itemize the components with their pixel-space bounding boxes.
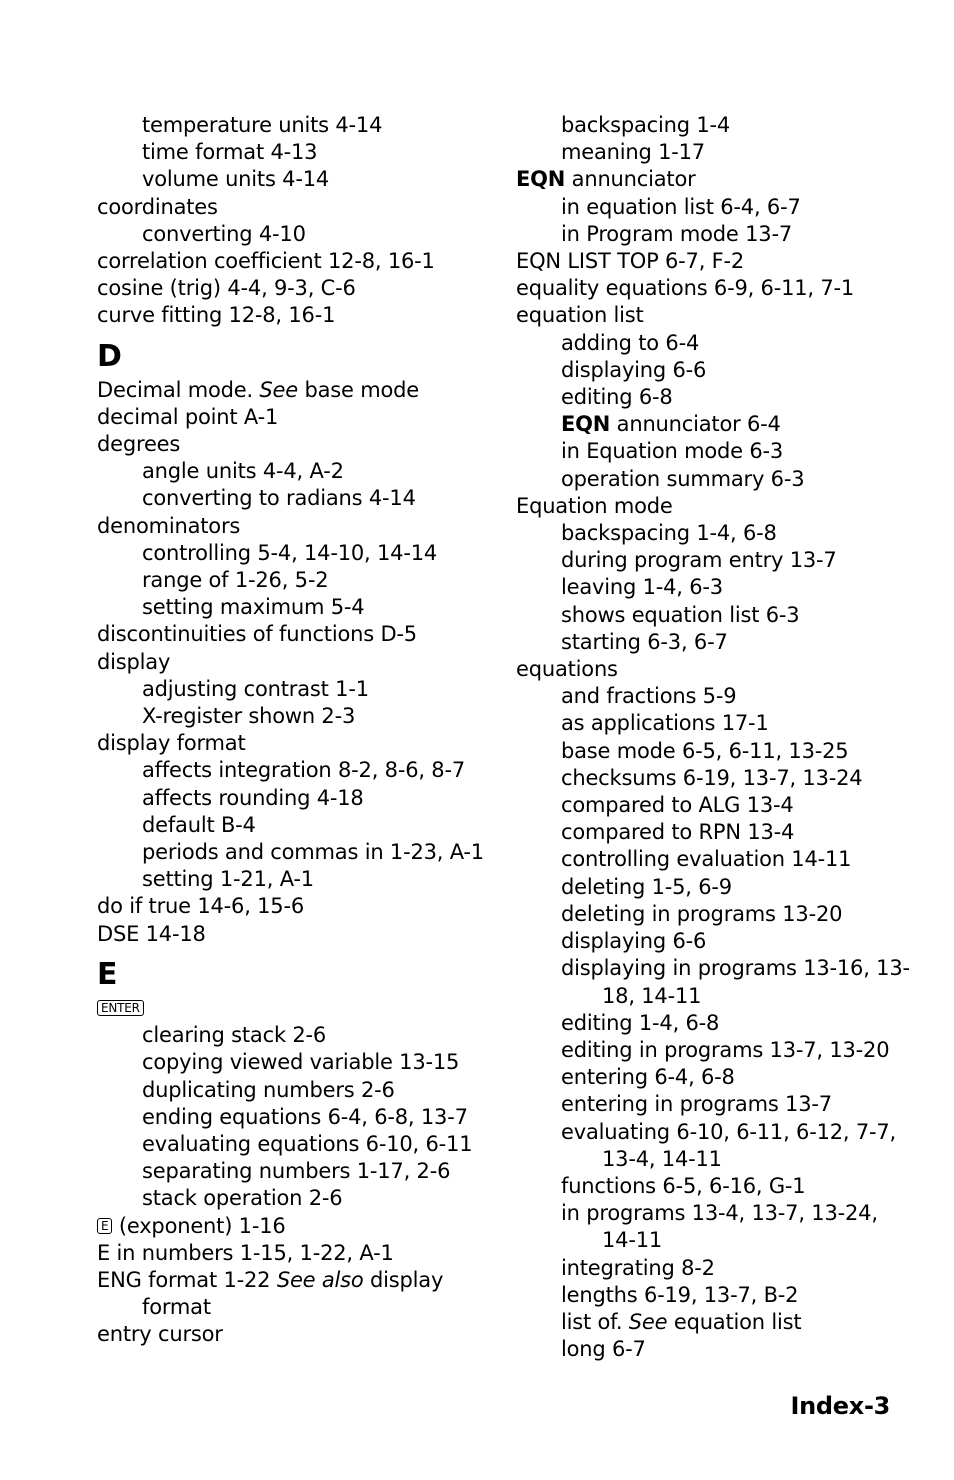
index-entry: stack operation 2-6 bbox=[142, 1186, 343, 1211]
annunciator-label: EQN bbox=[561, 412, 611, 437]
index-entry: copying viewed variable 13-15 bbox=[142, 1050, 460, 1075]
entry-text: (exponent) 1-16 bbox=[112, 1213, 286, 1238]
enter-key-icon: ENTER bbox=[97, 1000, 144, 1016]
index-entry: X-register shown 2-3 bbox=[142, 704, 356, 729]
index-entry-continuation: 13-4, 14-11 bbox=[602, 1146, 722, 1171]
index-entry: compared to ALG 13-4 bbox=[561, 793, 794, 818]
index-entry: setting 1-21, A-1 bbox=[142, 867, 314, 892]
index-entry: range of 1-26, 5-2 bbox=[142, 568, 329, 593]
index-entry: converting to radians 4-14 bbox=[142, 486, 416, 511]
index-entry: denominators bbox=[97, 513, 241, 538]
index-entry: time format 4-13 bbox=[142, 140, 318, 165]
index-entry bbox=[97, 995, 487, 1022]
index-entry: base mode 6-5, 6-11, 13-25 bbox=[561, 738, 849, 763]
index-entry: displaying 6-6 bbox=[561, 929, 707, 954]
see-also-reference: See also bbox=[276, 1267, 364, 1292]
index-entry: default B-4 bbox=[142, 812, 256, 837]
index-entry: discontinuities of functions D-5 bbox=[97, 622, 417, 647]
annunciator-label: EQN bbox=[516, 167, 566, 192]
index-column-right bbox=[516, 112, 916, 1363]
index-entry: controlling evaluation 14-11 bbox=[561, 847, 852, 872]
entry-text: equation list bbox=[667, 1309, 802, 1334]
index-entry: starting 6-3, 6-7 bbox=[561, 629, 728, 654]
index-entry: equations bbox=[516, 657, 618, 682]
index-entry: compared to RPN 13-4 bbox=[561, 820, 795, 845]
index-entry: temperature units 4-14 bbox=[142, 113, 383, 137]
index-entry: EQN LIST TOP 6-7, F-2 bbox=[516, 249, 745, 274]
index-entry bbox=[97, 1213, 487, 1240]
see-reference: See bbox=[628, 1309, 668, 1334]
section-heading-e: E bbox=[97, 956, 118, 992]
index-entry: editing 1-4, 6-8 bbox=[561, 1010, 720, 1035]
index-entry: displaying 6-6 bbox=[561, 357, 707, 382]
index-entry: affects integration 8-2, 8-6, 8-7 bbox=[142, 758, 466, 783]
entry-text: Decimal mode. bbox=[97, 377, 260, 402]
index-entry: entering 6-4, 6-8 bbox=[561, 1065, 735, 1090]
index-entry: degrees bbox=[97, 432, 181, 457]
index-entry: in programs 13-4, 13-7, 13-24, bbox=[561, 1201, 878, 1226]
index-entry: evaluating equations 6-10, 6-11 bbox=[142, 1131, 473, 1156]
index-entry: long 6-7 bbox=[561, 1337, 646, 1362]
index-entry: cosine (trig) 4-4, 9-3, C-6 bbox=[97, 276, 356, 301]
index-entry: operation summary 6-3 bbox=[561, 466, 805, 491]
index-entry: periods and commas in 1-23, A-1 bbox=[142, 840, 484, 865]
index-entry: display bbox=[97, 649, 171, 674]
index-entry: deleting in programs 13-20 bbox=[561, 901, 843, 926]
index-entry-continuation: 14-11 bbox=[602, 1228, 663, 1253]
index-entry: curve fitting 12-8, 16-1 bbox=[97, 303, 336, 328]
index-entry: Equation mode bbox=[516, 493, 673, 518]
index-entry: lengths 6-19, 13-7, B-2 bbox=[561, 1282, 799, 1307]
index-entry: controlling 5-4, 14-10, 14-14 bbox=[142, 540, 438, 565]
index-entry: setting maximum 5-4 bbox=[142, 595, 365, 620]
index-entry: coordinates bbox=[97, 194, 218, 219]
index-entry: affects rounding 4-18 bbox=[142, 785, 364, 810]
index-entry: correlation coefficient 12-8, 16-1 bbox=[97, 249, 435, 274]
entry-text: annunciator 6-4 bbox=[610, 412, 781, 437]
index-entry: ending equations 6-4, 6-8, 13-7 bbox=[142, 1104, 468, 1129]
index-entry bbox=[97, 1267, 487, 1294]
index-entry: shows equation list 6-3 bbox=[561, 602, 800, 627]
index-entry: do if true 14-6, 15-6 bbox=[97, 894, 304, 919]
index-entry: backspacing 1-4 bbox=[561, 113, 731, 137]
index-entry: in Equation mode 6-3 bbox=[561, 439, 784, 464]
index-entry: integrating 8-2 bbox=[561, 1255, 715, 1280]
index-entry bbox=[516, 1309, 916, 1336]
index-entry: equation list bbox=[516, 303, 644, 328]
index-entry: and fractions 5-9 bbox=[561, 684, 737, 709]
see-reference: See bbox=[259, 377, 298, 402]
index-entry: volume units 4-14 bbox=[142, 167, 330, 192]
entry-text: base mode bbox=[298, 377, 419, 402]
index-entry: displaying in programs 13-16, 13- bbox=[561, 956, 910, 981]
index-entry: checksums 6-19, 13-7, 13-24 bbox=[561, 765, 863, 790]
index-entry bbox=[516, 166, 916, 193]
index-entry: entry cursor bbox=[97, 1322, 223, 1347]
index-entry: display format bbox=[97, 731, 246, 756]
index-entry: converting 4-10 bbox=[142, 221, 306, 246]
index-entry: equality equations 6-9, 6-11, 7-1 bbox=[516, 276, 855, 301]
index-entry: duplicating numbers 2-6 bbox=[142, 1077, 395, 1102]
entry-text: ENG format 1-22 bbox=[97, 1267, 277, 1292]
index-entry: adjusting contrast 1-1 bbox=[142, 676, 369, 701]
index-entry-continuation: format bbox=[142, 1295, 211, 1320]
page-number: Index-3 bbox=[790, 1392, 890, 1420]
index-entry: in equation list 6-4, 6-7 bbox=[561, 194, 801, 219]
index-entry: editing 6-8 bbox=[561, 385, 673, 410]
index-entry: E in numbers 1-15, 1-22, A-1 bbox=[97, 1240, 394, 1265]
index-entry: adding to 6-4 bbox=[561, 330, 700, 355]
index-entry: backspacing 1-4, 6-8 bbox=[561, 521, 777, 546]
index-entry: as applications 17-1 bbox=[561, 711, 769, 736]
index-entry bbox=[97, 377, 487, 404]
index-entry: decimal point A-1 bbox=[97, 404, 279, 429]
index-entry: in Program mode 13-7 bbox=[561, 221, 792, 246]
index-entry: clearing stack 2-6 bbox=[142, 1023, 327, 1048]
section-heading-d: D bbox=[97, 338, 122, 374]
index-entry: deleting 1-5, 6-9 bbox=[561, 874, 732, 899]
index-entry bbox=[516, 411, 916, 438]
index-entry: functions 6-5, 6-16, G-1 bbox=[561, 1173, 806, 1198]
entry-text: display bbox=[363, 1267, 444, 1292]
entry-text: list of. bbox=[561, 1309, 629, 1334]
index-entry: meaning 1-17 bbox=[561, 140, 705, 165]
entry-text: annunciator bbox=[565, 167, 696, 192]
index-entry: DSE 14-18 bbox=[97, 921, 206, 946]
index-column-left bbox=[97, 112, 487, 1349]
index-entry: leaving 1-4, 6-3 bbox=[561, 575, 723, 600]
index-entry: entering in programs 13-7 bbox=[561, 1092, 832, 1117]
index-entry: angle units 4-4, A-2 bbox=[142, 459, 344, 484]
index-entry: evaluating 6-10, 6-11, 6-12, 7-7, bbox=[561, 1119, 897, 1144]
index-entry: during program entry 13-7 bbox=[561, 548, 837, 573]
e-key-icon: E bbox=[97, 1218, 112, 1234]
index-entry-continuation: 18, 14-11 bbox=[602, 983, 702, 1008]
index-entry: editing in programs 13-7, 13-20 bbox=[561, 1037, 890, 1062]
index-entry: separating numbers 1-17, 2-6 bbox=[142, 1159, 451, 1184]
